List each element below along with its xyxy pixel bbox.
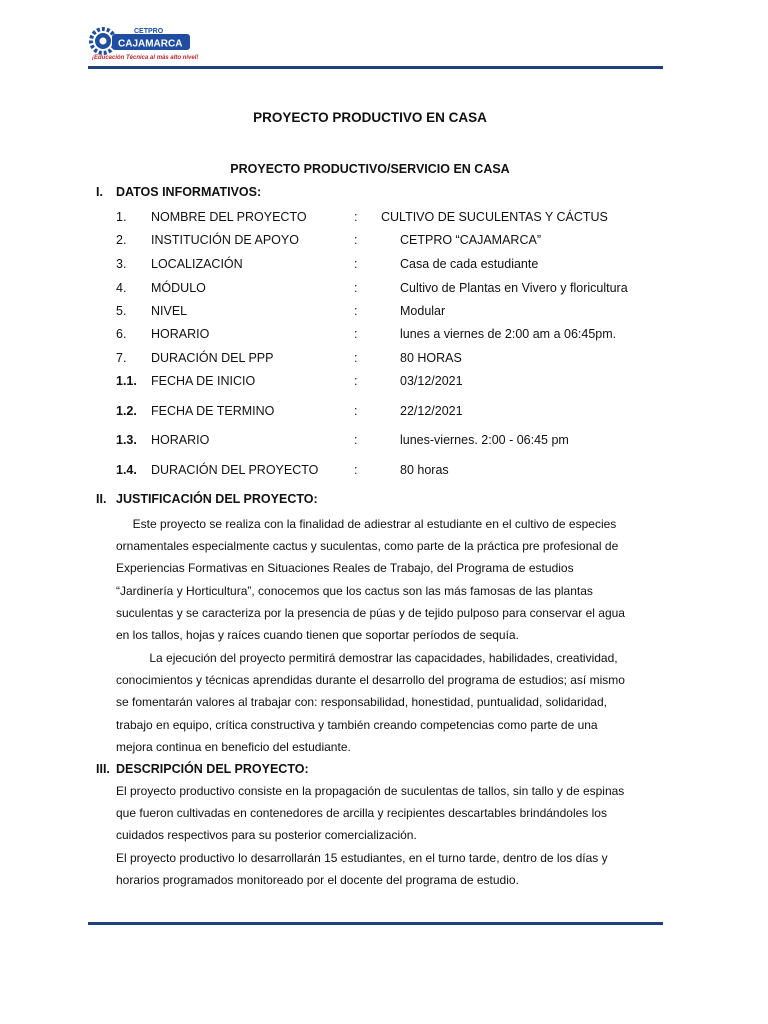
row-label: DURACIÓN DEL PROYECTO [151,463,319,477]
section-number: III. [96,762,110,776]
gear-logo-icon [88,26,194,56]
header-rule [88,66,663,69]
info-row [0,463,768,481]
row-colon: : [354,210,358,224]
row-colon: : [354,433,358,447]
row-colon: : [354,281,358,295]
row-number: 1. [116,210,127,224]
row-value: CETPRO “CAJAMARCA” [400,233,541,247]
text-line: en los tallos, hojas y raíces cuando tienen que soportar períodos de sequía. [116,628,519,643]
info-row [0,433,768,451]
info-row [0,257,768,275]
row-value: 22/12/2021 [400,404,463,418]
text-line: horarios programados monitoreado por el docente del programa de estudio. [116,873,519,888]
text-line: Experiencias Formativas en Situaciones Reales de Trabajo, del Programa de estudios [116,561,574,576]
text-line: Este proyecto se realiza con la finalidad de adiestrar al estudiante en el cultivo de especies [116,517,617,531]
row-colon: : [354,374,358,388]
text-line: se fomentarán valores al trabajar con: responsabilidad, honestidad, puntualidad, solidaridad, [116,695,607,710]
row-value: 03/12/2021 [400,374,463,388]
row-label: NOMBRE DEL PROYECTO [151,210,307,224]
text-line: que fueron cultivadas en contenedores de arcilla y recipientes descartables brindándoles los [116,806,607,821]
row-colon: : [354,327,358,341]
row-colon: : [354,351,358,365]
row-label: FECHA DE TERMINO [151,404,275,418]
row-value: Cultivo de Plantas en Vivero y floricultura [400,281,628,295]
row-label: DURACIÓN DEL PPP [151,351,274,365]
row-number: 3. [116,257,127,271]
section-title: DESCRIPCIÓN DEL PROYECTO: [116,762,309,776]
row-label: HORARIO [151,433,210,447]
description-paragraph-2 [116,847,651,891]
document-title: PROYECTO PRODUCTIVO EN CASA [253,110,487,125]
text-line: La ejecución del proyecto permitirá demostrar las capacidades, habilidades, creatividad, [116,651,618,665]
row-value: CULTIVO DE SUCULENTAS Y CÁCTUS [381,210,608,224]
row-colon: : [354,304,358,318]
row-value: lunes a viernes de 2:00 am a 06:45pm. [400,327,617,341]
row-number: 2. [116,233,127,247]
row-label: LOCALIZACIÓN [151,257,243,271]
justification-paragraph-1 [116,513,651,646]
info-row [0,210,768,228]
section-heading-descripcion [96,762,309,776]
section-title: JUSTIFICACIÓN DEL PROYECTO: [116,492,318,506]
logo-name-text: CAJAMARCA [118,38,183,50]
row-label: MÓDULO [151,281,206,295]
row-colon: : [354,257,358,271]
row-colon: : [354,233,358,247]
text-line: ornamentales especialmente cactus y suculentas, como parte de la práctica pre profesional de [116,539,619,554]
section-heading-justificacion [96,492,318,506]
text-line: conocimientos y técnicas aprendidas durante el desarrollo del programa de estudios; así mismo [116,673,625,688]
info-row [0,304,768,322]
justification-paragraph-2 [116,647,651,758]
logo-cetpro-text: CETPRO [134,28,164,35]
row-number: 4. [116,281,127,295]
section-number: II. [96,492,107,506]
row-colon: : [354,404,358,418]
description-paragraph-1 [116,780,651,847]
row-value: 80 horas [400,463,449,477]
row-value: lunes-viernes. 2:00 - 06:45 pm [400,433,569,447]
row-label: HORARIO [151,327,210,341]
row-number: 1.1. [116,374,137,388]
text-line: El proyecto productivo consiste en la propagación de suculentas de tallos, sin tallo y de espinas [116,784,625,798]
info-row [0,404,768,422]
section-title: DATOS INFORMATIVOS: [116,185,262,199]
row-value: Modular [400,304,446,318]
row-number: 1.4. [116,463,137,477]
info-row [0,233,768,251]
info-row [0,281,768,299]
document-subtitle: PROYECTO PRODUCTIVO/SERVICIO EN CASA [230,162,510,176]
text-line: El proyecto productivo lo desarrollarán 15 estudiantes, en el turno tarde, dentro de los días y [116,851,608,865]
row-number: 5. [116,304,127,318]
row-label: INSTITUCIÓN DE APOYO [151,233,299,247]
row-number: 1.2. [116,404,137,418]
info-row [0,374,768,392]
row-colon: : [354,463,358,477]
section-number: I. [96,185,103,199]
info-row [0,327,768,345]
text-line: suculentas y se caracteriza por la presencia de púas y de tejido pulposo para conservar el agua [116,605,625,620]
text-line: trabajo en equipo, crítica constructiva y también creando competencias como parte de una [116,717,598,732]
text-line: “Jardinería y Horticultura”, conocemos que los cactus son las más famosas de las plantas [116,583,593,598]
section-heading-datos [96,185,261,199]
info-row [0,351,768,369]
row-number: 7. [116,351,127,365]
row-value: Casa de cada estudiante [400,257,539,271]
text-line: mejora continua en beneficio del estudiante. [116,739,351,754]
row-label: FECHA DE INICIO [151,374,256,388]
row-value: 80 HORAS [400,351,462,365]
row-label: NIVEL [151,304,188,318]
text-line: cuidados respectivos para su posterior comercialización. [116,828,417,843]
logo-motto: ¡Educación Técnica al más alto nivel! [92,55,199,61]
footer-rule [88,922,663,925]
row-number: 6. [116,327,127,341]
row-number: 1.3. [116,433,137,447]
